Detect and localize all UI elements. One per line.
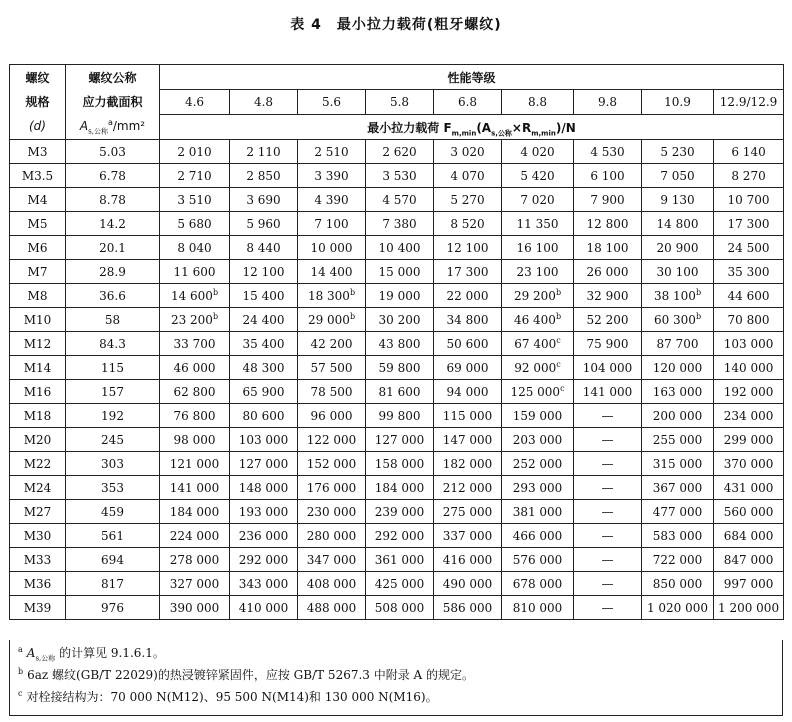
grade-title: 性能等级 (160, 65, 784, 90)
footnote-mark: c (556, 335, 561, 345)
area-cell: 20.1 (66, 236, 160, 260)
table-title: 表 4 最小拉力载荷(粗牙螺纹) (290, 17, 502, 33)
grade-10-9: 10.9 (642, 90, 714, 115)
load-cell: 381 000 (502, 500, 574, 524)
table-row (10, 380, 784, 404)
footnote-mark: b (349, 311, 356, 321)
load-cell: 16 100 (502, 236, 574, 260)
load-cell: 103 000 (230, 428, 298, 452)
load-cell: 255 000 (642, 428, 714, 452)
load-cell: 30 200 (366, 308, 434, 332)
load-cell: 8 270 (714, 164, 784, 188)
area-cell: 303 (66, 452, 160, 476)
load-cell: 163 000 (642, 380, 714, 404)
load-cell: 370 000 (714, 452, 784, 476)
load-cell: 12 100 (434, 236, 502, 260)
load-cell: 12 100 (230, 260, 298, 284)
load-cell: 182 000 (434, 452, 502, 476)
footnote-mark: b (212, 287, 219, 297)
load-cell: 367 000 (642, 476, 714, 500)
spec-cell: M22 (10, 452, 66, 476)
area-cell: 817 (66, 572, 160, 596)
area-cell: 5.03 (66, 140, 160, 164)
spec-cell: M8 (10, 284, 66, 308)
load-cell: 11 350 (502, 212, 574, 236)
load-cell: 4 570 (366, 188, 434, 212)
load-cell: 4 390 (298, 188, 366, 212)
load-cell: 4 020 (502, 140, 574, 164)
spec-header: 螺纹 规格 (d) (10, 65, 66, 140)
load-cell: 7 050 (642, 164, 714, 188)
grade-6-8: 6.8 (434, 90, 502, 115)
area-cell: 8.78 (66, 188, 160, 212)
load-cell: 347 000 (298, 548, 366, 572)
table-row (10, 284, 784, 308)
load-cell: 236 000 (230, 524, 298, 548)
load-cell: 23 100 (502, 260, 574, 284)
grade-5-8: 5.8 (366, 90, 434, 115)
load-cell: 50 600 (434, 332, 502, 356)
spec-cell: M20 (10, 428, 66, 452)
load-cell: 252 000 (502, 452, 574, 476)
footnote-mark: b (555, 287, 562, 297)
table-row (10, 404, 784, 428)
load-cell: 15 000 (366, 260, 434, 284)
table-row (10, 236, 784, 260)
load-cell: 224 000 (160, 524, 230, 548)
load-cell: 17 300 (434, 260, 502, 284)
load-cell: 576 000 (502, 548, 574, 572)
load-cell: — (574, 476, 642, 500)
footnote-mark: b (695, 311, 702, 321)
area-cell: 976 (66, 596, 160, 620)
area-cell: 6.78 (66, 164, 160, 188)
footnote-mark: b (349, 287, 356, 297)
area-cell: 36.6 (66, 284, 160, 308)
grade-12-9-12-9: 12.9/12.9 (714, 90, 784, 115)
load-cell: 488 000 (298, 596, 366, 620)
grade-4-6: 4.6 (160, 90, 230, 115)
load-cell: 390 000 (160, 596, 230, 620)
load-label: 最小拉力载荷 $F_{m,min}(A_{s,公称}\times R_{m,min})/N$ (160, 115, 784, 140)
load-cell: — (574, 404, 642, 428)
load-cell: 3 530 (366, 164, 434, 188)
table-notes (9, 640, 783, 716)
load-cell: 87 700 (642, 332, 714, 356)
load-cell: 48 300 (230, 356, 298, 380)
load-cell: — (574, 524, 642, 548)
load-cell: 586 000 (434, 596, 502, 620)
load-cell: 722 000 (642, 548, 714, 572)
area-cell: 58 (66, 308, 160, 332)
load-cell: 34 800 (434, 308, 502, 332)
load-cell: 67 400$^c$ (502, 332, 574, 356)
load-cell: 3 020 (434, 140, 502, 164)
area-cell: 245 (66, 428, 160, 452)
load-cell: 5 680 (160, 212, 230, 236)
table-row (10, 452, 784, 476)
load-cell: 997 000 (714, 572, 784, 596)
load-cell: 17 300 (714, 212, 784, 236)
load-cell: 125 000$^c$ (502, 380, 574, 404)
load-cell: 147 000 (434, 428, 502, 452)
area-cell: 14.2 (66, 212, 160, 236)
load-cell: 203 000 (502, 428, 574, 452)
footnote-mark: b (695, 287, 702, 297)
load-cell: 159 000 (502, 404, 574, 428)
load-cell: 59 800 (366, 356, 434, 380)
load-cell: 46 400$^b$ (502, 308, 574, 332)
load-cell: 2 620 (366, 140, 434, 164)
load-cell: 94 000 (434, 380, 502, 404)
table-row (10, 428, 784, 452)
grade-9-8: 9.8 (574, 90, 642, 115)
load-cell: 7 020 (502, 188, 574, 212)
load-cell: 192 000 (714, 380, 784, 404)
load-cell: 6 140 (714, 140, 784, 164)
load-cell: 115 000 (434, 404, 502, 428)
load-cell: 92 000$^c$ (502, 356, 574, 380)
load-cell: 193 000 (230, 500, 298, 524)
table-row (10, 212, 784, 236)
load-cell: 120 000 (642, 356, 714, 380)
load-cell: 15 400 (230, 284, 298, 308)
load-cell: 490 000 (434, 572, 502, 596)
load-cell: 5 420 (502, 164, 574, 188)
load-cell: 343 000 (230, 572, 298, 596)
load-cell: 3 510 (160, 188, 230, 212)
load-cell: 810 000 (502, 596, 574, 620)
load-cell: 299 000 (714, 428, 784, 452)
table-row (10, 596, 784, 620)
load-cell: 8 520 (434, 212, 502, 236)
load-cell: 10 000 (298, 236, 366, 260)
area-cell: 84.3 (66, 332, 160, 356)
load-cell: 32 900 (574, 284, 642, 308)
spec-cell: M4 (10, 188, 66, 212)
load-cell: 684 000 (714, 524, 784, 548)
area-cell: 459 (66, 500, 160, 524)
load-cell: 184 000 (160, 500, 230, 524)
load-cell: 431 000 (714, 476, 784, 500)
load-cell: 104 000 (574, 356, 642, 380)
load-cell: 2 010 (160, 140, 230, 164)
load-cell: 12 800 (574, 212, 642, 236)
load-cell: 29 200$^b$ (502, 284, 574, 308)
load-cell: 35 300 (714, 260, 784, 284)
load-cell: 212 000 (434, 476, 502, 500)
load-cell: 96 000 (298, 404, 366, 428)
load-cell: 2 510 (298, 140, 366, 164)
table-row (10, 188, 784, 212)
spec-cell: M33 (10, 548, 66, 572)
area-cell: 157 (66, 380, 160, 404)
load-cell: 75 900 (574, 332, 642, 356)
load-cell: 98 000 (160, 428, 230, 452)
load-cell: 78 500 (298, 380, 366, 404)
spec-cell: M36 (10, 572, 66, 596)
load-cell: 292 000 (230, 548, 298, 572)
area-cell: 561 (66, 524, 160, 548)
load-cell: 24 500 (714, 236, 784, 260)
load-cell: 847 000 (714, 548, 784, 572)
table-row (10, 548, 784, 572)
load-cell: 57 500 (298, 356, 366, 380)
load-cell: 4 530 (574, 140, 642, 164)
load-cell: — (574, 452, 642, 476)
load-cell: 2 850 (230, 164, 298, 188)
load-cell: 20 900 (642, 236, 714, 260)
load-cell: 477 000 (642, 500, 714, 524)
load-cell: 76 800 (160, 404, 230, 428)
spec-cell: M14 (10, 356, 66, 380)
load-cell: — (574, 428, 642, 452)
footnote-c: $^c$ 对栓接结构为：70 000 N(M12)、95 500 N(M14)和 130 000 N(M16)。 (18, 689, 438, 704)
spec-cell: M30 (10, 524, 66, 548)
load-cell: 184 000 (366, 476, 434, 500)
table-row (10, 500, 784, 524)
spec-cell: M10 (10, 308, 66, 332)
footnote-mark: c (556, 359, 561, 369)
load-cell: 62 800 (160, 380, 230, 404)
load-cell: 239 000 (366, 500, 434, 524)
load-cell: 230 000 (298, 500, 366, 524)
load-cell: 52 200 (574, 308, 642, 332)
load-cell: 278 000 (160, 548, 230, 572)
load-cell: 35 400 (230, 332, 298, 356)
load-cell: 127 000 (366, 428, 434, 452)
load-cell: 678 000 (502, 572, 574, 596)
spec-cell: M12 (10, 332, 66, 356)
load-cell: 280 000 (298, 524, 366, 548)
load-cell: 3 390 (298, 164, 366, 188)
load-cell: 43 800 (366, 332, 434, 356)
load-cell: 127 000 (230, 452, 298, 476)
load-cell: 416 000 (434, 548, 502, 572)
load-cell: 10 700 (714, 188, 784, 212)
load-cell: 508 000 (366, 596, 434, 620)
load-cell: 2 710 (160, 164, 230, 188)
grade-8-8: 8.8 (502, 90, 574, 115)
load-cell: 14 600$^b$ (160, 284, 230, 308)
footnote-b: $^b$ 6az 螺纹(GB/T 22029)的热浸镀锌紧固件，应按 GB/T 5267.3 中附录 A 的规定。 (18, 667, 475, 682)
load-cell: 26 000 (574, 260, 642, 284)
load-cell: 152 000 (298, 452, 366, 476)
load-cell: 337 000 (434, 524, 502, 548)
load-cell: 24 400 (230, 308, 298, 332)
load-cell: 140 000 (714, 356, 784, 380)
grade-5-6: 5.6 (298, 90, 366, 115)
spec-cell: M27 (10, 500, 66, 524)
load-cell: 70 800 (714, 308, 784, 332)
load-cell: 158 000 (366, 452, 434, 476)
footnote-mark: b (212, 311, 219, 321)
footnote-a: $^a$ $A_{s,公称}$ 的计算见 9.1.6.1。 (18, 645, 165, 663)
spec-cell: M39 (10, 596, 66, 620)
load-cell: 5 270 (434, 188, 502, 212)
table-row (10, 140, 784, 164)
load-cell: 44 600 (714, 284, 784, 308)
load-cell: 5 230 (642, 140, 714, 164)
load-cell: 141 000 (574, 380, 642, 404)
load-cell: 10 400 (366, 236, 434, 260)
load-cell: 7 380 (366, 212, 434, 236)
load-cell: 18 100 (574, 236, 642, 260)
load-cell: 292 000 (366, 524, 434, 548)
load-cell: 425 000 (366, 572, 434, 596)
footnote-mark: c (560, 383, 565, 393)
grade-4-8: 4.8 (230, 90, 298, 115)
table-row (10, 164, 784, 188)
area-cell: 28.9 (66, 260, 160, 284)
load-cell: — (574, 548, 642, 572)
load-cell: 121 000 (160, 452, 230, 476)
table-row (10, 572, 784, 596)
load-cell: 176 000 (298, 476, 366, 500)
load-cell: 2 110 (230, 140, 298, 164)
load-cell: 14 400 (298, 260, 366, 284)
spec-cell: M5 (10, 212, 66, 236)
footnote-mark: b (555, 311, 562, 321)
load-cell: 583 000 (642, 524, 714, 548)
load-cell: 6 100 (574, 164, 642, 188)
area-cell: 115 (66, 356, 160, 380)
spec-cell: M7 (10, 260, 66, 284)
load-cell: 9 130 (642, 188, 714, 212)
load-cell: 22 000 (434, 284, 502, 308)
spec-cell: M6 (10, 236, 66, 260)
spec-cell: M16 (10, 380, 66, 404)
load-cell: 7 900 (574, 188, 642, 212)
load-cell: 141 000 (160, 476, 230, 500)
load-cell: 80 600 (230, 404, 298, 428)
load-cell: 38 100$^b$ (642, 284, 714, 308)
load-cell: 315 000 (642, 452, 714, 476)
area-cell: 694 (66, 548, 160, 572)
load-cell: 5 960 (230, 212, 298, 236)
load-cell: 466 000 (502, 524, 574, 548)
spec-cell: M24 (10, 476, 66, 500)
load-cell: — (574, 572, 642, 596)
load-cell: 408 000 (298, 572, 366, 596)
load-cell: 1 200 000 (714, 596, 784, 620)
load-cell: 4 070 (434, 164, 502, 188)
load-cell: 46 000 (160, 356, 230, 380)
load-cell: 99 800 (366, 404, 434, 428)
load-cell: 122 000 (298, 428, 366, 452)
table-row (10, 332, 784, 356)
table-row (10, 524, 784, 548)
load-cell: 850 000 (642, 572, 714, 596)
load-cell: 8 440 (230, 236, 298, 260)
load-cell: 69 000 (434, 356, 502, 380)
min-tensile-load-table (9, 64, 784, 620)
load-cell: 23 200$^b$ (160, 308, 230, 332)
load-cell: 81 600 (366, 380, 434, 404)
load-cell: 60 300$^b$ (642, 308, 714, 332)
load-cell: 327 000 (160, 572, 230, 596)
load-cell: 7 100 (298, 212, 366, 236)
load-cell: 560 000 (714, 500, 784, 524)
load-cell: 42 200 (298, 332, 366, 356)
load-cell: 29 000$^b$ (298, 308, 366, 332)
table-row (10, 356, 784, 380)
load-cell: 361 000 (366, 548, 434, 572)
area-cell: 192 (66, 404, 160, 428)
load-cell: 8 040 (160, 236, 230, 260)
load-cell: 30 100 (642, 260, 714, 284)
table-row (10, 260, 784, 284)
load-cell: 148 000 (230, 476, 298, 500)
spec-cell: M3.5 (10, 164, 66, 188)
table-row (10, 308, 784, 332)
load-cell: 293 000 (502, 476, 574, 500)
load-cell: 275 000 (434, 500, 502, 524)
load-cell: 1 020 000 (642, 596, 714, 620)
load-cell: — (574, 596, 642, 620)
load-cell: 3 690 (230, 188, 298, 212)
load-cell: 103 000 (714, 332, 784, 356)
spec-cell: M18 (10, 404, 66, 428)
area-header: 螺纹公称 应力截面积 $A_{s,公称}^a$/mm² (66, 65, 160, 140)
load-cell: 19 000 (366, 284, 434, 308)
table-row (10, 476, 784, 500)
load-cell: 18 300$^b$ (298, 284, 366, 308)
load-cell: 200 000 (642, 404, 714, 428)
load-cell: 65 900 (230, 380, 298, 404)
load-cell: 11 600 (160, 260, 230, 284)
load-cell: 234 000 (714, 404, 784, 428)
load-cell: 33 700 (160, 332, 230, 356)
load-cell: 14 800 (642, 212, 714, 236)
load-cell: — (574, 500, 642, 524)
area-cell: 353 (66, 476, 160, 500)
load-cell: 410 000 (230, 596, 298, 620)
spec-cell: M3 (10, 140, 66, 164)
